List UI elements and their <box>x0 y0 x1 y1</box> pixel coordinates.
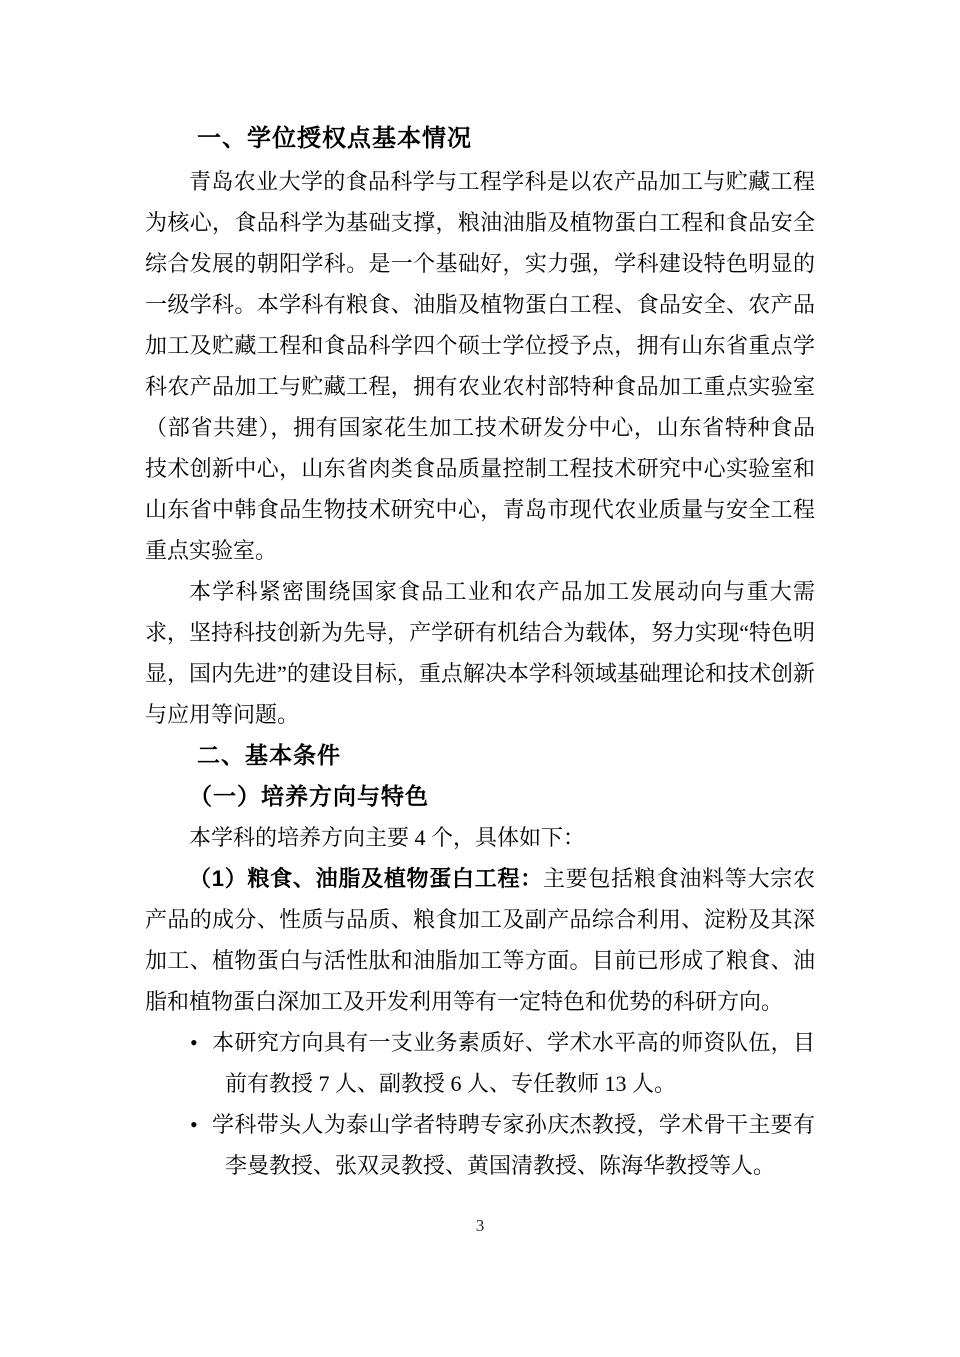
section-2-heading: 二、基本条件 <box>197 742 341 768</box>
subsection-1-heading: （一）培养方向与特色 <box>189 783 429 809</box>
bullet-list-item-1: • 本研究方向具有一支业务素质好、学术水平高的师资队伍，目前有教授 7 人、副教授 6 人、专任教师 13 人。 <box>145 1022 815 1104</box>
direction-1-paragraph <box>145 858 815 1022</box>
direction-1-text: 主要包括粮食油料等大宗农产品的成分、性质与品质、粮食加工及副产品综合利用、淀粉及其深加工、植物蛋白与活性肽和油脂加工等方面。目前已形成了粮食、油脂和植物蛋白深加工及开发利用等有一定特色和优势的科研方向。 <box>145 866 815 1014</box>
section-1-paragraph-1: 青岛农业大学的食品科学与工程学科是以农产品加工与贮藏工程为核心，食品科学为基础支撑，粮油油脂及植物蛋白工程和食品安全综合发展的朝阳学科。是一个基础好，实力强，学科建设特色明显的一级学科。本学科有粮食、油脂及植物蛋白工程、食品安全、农产品加工及贮藏工程和食品科学四个硕士学位授予点，拥有山东省重点学科农产品加工与贮藏工程，拥有农业农村部特种食品加工重点实验室（部省共建），拥有国家花生加工技术研发分中心，山东省特种食品技术创新中心，山东省肉类食品质量控制工程技术研究中心实验室和山东省中韩食品生物技术研究中心，青岛市现代农业质量与安全工程重点实验室。 <box>145 169 815 563</box>
direction-1-bullet-list <box>145 1022 815 1186</box>
section-1-heading: 一、学位授权点基本情况 <box>197 125 472 152</box>
direction-1-label: （1）粮食、油脂及植物蛋白工程： <box>189 866 543 891</box>
page-number: 3 <box>475 1216 485 1235</box>
training-directions-intro: 本学科的培养方向主要 4 个，具体如下： <box>189 825 586 850</box>
section-1-paragraph-2: 本学科紧密围绕国家食品工业和农产品加工发展动向与重大需求，坚持科技创新为先导，产学研有机结合为载体，努力实现“特色明显，国内先进”的建设目标，重点解决本学科领域基础理论和技术创新与应用等问题。 <box>145 579 815 727</box>
bullet-list-item-2: • 学科带头人为泰山学者特聘专家孙庆杰教授，学术骨干主要有李曼教授、张双灵教授、黄国清教授、陈海华教授等人。 <box>145 1104 815 1186</box>
